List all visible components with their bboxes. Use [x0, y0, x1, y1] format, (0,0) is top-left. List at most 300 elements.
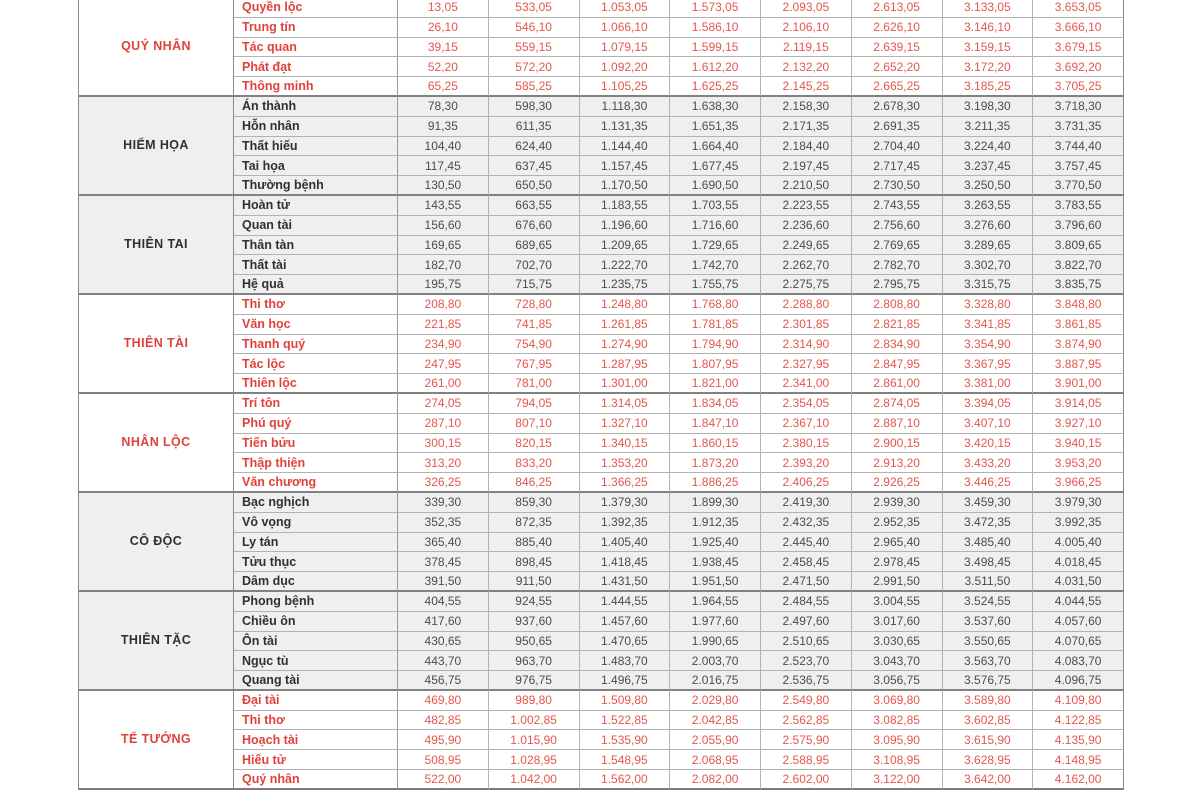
- value-cell: 2.652,20: [852, 57, 943, 77]
- value-cell: 3.653,05: [1033, 0, 1124, 18]
- value-cell: 3.589,80: [943, 691, 1034, 711]
- value-cell: 1.144,40: [580, 137, 671, 157]
- value-cell: 976,75: [489, 671, 580, 691]
- row-label-cell: Thi thơ: [234, 295, 398, 315]
- row-label-cell: Thất hiếu: [234, 137, 398, 157]
- value-cell: 963,70: [489, 651, 580, 671]
- row-label-cell: Dâm dục: [234, 572, 398, 592]
- value-cell: 4.135,90: [1033, 730, 1124, 750]
- value-cell: 365,40: [398, 533, 489, 553]
- value-cell: 3.861,85: [1033, 315, 1124, 335]
- value-cell: 2.900,15: [852, 434, 943, 454]
- value-cell: 533,05: [489, 0, 580, 18]
- value-cell: 1.755,75: [670, 275, 761, 295]
- value-cell: 1.418,45: [580, 552, 671, 572]
- value-cell: 39,15: [398, 38, 489, 58]
- value-cell: 1.703,55: [670, 196, 761, 216]
- value-cell: 2.795,75: [852, 275, 943, 295]
- value-cell: 2.055,90: [670, 730, 761, 750]
- value-cell: 208,80: [398, 295, 489, 315]
- row-label-cell: Thất tài: [234, 255, 398, 275]
- value-cell: 156,60: [398, 216, 489, 236]
- value-cell: 3.302,70: [943, 255, 1034, 275]
- value-cell: 3.809,65: [1033, 236, 1124, 256]
- value-cell: 65,25: [398, 77, 489, 97]
- value-cell: 4.070,65: [1033, 632, 1124, 652]
- value-cell: 637,45: [489, 156, 580, 176]
- value-cell: 182,70: [398, 255, 489, 275]
- value-cell: 2.419,30: [761, 493, 852, 513]
- row-label-cell: Thi thơ: [234, 711, 398, 731]
- value-cell: 2.042,85: [670, 711, 761, 731]
- value-cell: 1.638,30: [670, 97, 761, 117]
- value-cell: 4.109,80: [1033, 691, 1124, 711]
- group-name-cell: THIÊN TÀI: [79, 295, 234, 394]
- row-label-cell: Thập thiện: [234, 453, 398, 473]
- value-cell: 3.133,05: [943, 0, 1034, 18]
- value-cell: 3.901,00: [1033, 374, 1124, 394]
- value-cell: 3.979,30: [1033, 493, 1124, 513]
- value-cell: 2.808,80: [852, 295, 943, 315]
- value-cell: 2.171,35: [761, 117, 852, 137]
- value-cell: 4.031,50: [1033, 572, 1124, 592]
- value-cell: 26,10: [398, 18, 489, 38]
- value-cell: 833,20: [489, 453, 580, 473]
- value-cell: 585,25: [489, 77, 580, 97]
- value-cell: 950,65: [489, 632, 580, 652]
- value-cell: 2.691,35: [852, 117, 943, 137]
- value-cell: 1.483,70: [580, 651, 671, 671]
- row-label-cell: Bạc nghịch: [234, 493, 398, 513]
- value-cell: 1.977,60: [670, 612, 761, 632]
- value-cell: 1.925,40: [670, 533, 761, 553]
- value-cell: 3.394,05: [943, 394, 1034, 414]
- value-cell: 2.016,75: [670, 671, 761, 691]
- value-cell: 3.744,40: [1033, 137, 1124, 157]
- value-cell: 624,40: [489, 137, 580, 157]
- value-cell: 3.198,30: [943, 97, 1034, 117]
- value-cell: 4.057,60: [1033, 612, 1124, 632]
- value-cell: 728,80: [489, 295, 580, 315]
- value-cell: 3.822,70: [1033, 255, 1124, 275]
- value-cell: 2.730,50: [852, 176, 943, 196]
- value-cell: 1.847,10: [670, 414, 761, 434]
- value-cell: 1.170,50: [580, 176, 671, 196]
- value-cell: 2.782,70: [852, 255, 943, 275]
- value-cell: 117,45: [398, 156, 489, 176]
- value-cell: 1.821,00: [670, 374, 761, 394]
- value-cell: 1.222,70: [580, 255, 671, 275]
- value-cell: 3.576,75: [943, 671, 1034, 691]
- value-cell: 2.978,45: [852, 552, 943, 572]
- group-name-cell: CÔ ĐỘC: [79, 493, 234, 592]
- value-cell: 1.157,45: [580, 156, 671, 176]
- value-cell: 1.990,65: [670, 632, 761, 652]
- value-cell: 2.068,95: [670, 750, 761, 770]
- value-cell: 767,95: [489, 354, 580, 374]
- value-cell: 3.705,25: [1033, 77, 1124, 97]
- value-cell: 3.263,55: [943, 196, 1034, 216]
- value-cell: 2.887,10: [852, 414, 943, 434]
- value-cell: 3.341,85: [943, 315, 1034, 335]
- row-label-cell: Tai họa: [234, 156, 398, 176]
- value-cell: 2.704,40: [852, 137, 943, 157]
- value-cell: 1.562,00: [580, 770, 671, 790]
- value-cell: 2.249,65: [761, 236, 852, 256]
- value-cell: 3.433,20: [943, 453, 1034, 473]
- value-cell: 313,20: [398, 453, 489, 473]
- value-cell: 2.613,05: [852, 0, 943, 18]
- value-cell: 3.537,60: [943, 612, 1034, 632]
- group-name-cell: TỂ TƯỚNG: [79, 691, 234, 790]
- row-label-cell: Quý nhân: [234, 770, 398, 790]
- value-cell: 2.639,15: [852, 38, 943, 58]
- value-cell: 2.327,95: [761, 354, 852, 374]
- value-cell: 715,75: [489, 275, 580, 295]
- value-cell: 1.677,45: [670, 156, 761, 176]
- value-cell: 482,85: [398, 711, 489, 731]
- value-cell: 1.066,10: [580, 18, 671, 38]
- value-cell: 2.432,35: [761, 513, 852, 533]
- value-cell: 2.184,40: [761, 137, 852, 157]
- value-cell: 754,90: [489, 335, 580, 355]
- value-cell: 898,45: [489, 552, 580, 572]
- value-cell: 1.860,15: [670, 434, 761, 454]
- value-cell: 781,00: [489, 374, 580, 394]
- value-cell: 846,25: [489, 473, 580, 493]
- row-label-cell: Tửu thục: [234, 552, 398, 572]
- value-cell: 2.029,80: [670, 691, 761, 711]
- value-cell: 2.354,05: [761, 394, 852, 414]
- value-cell: 1.274,90: [580, 335, 671, 355]
- value-cell: 1.470,65: [580, 632, 671, 652]
- value-cell: 3.381,00: [943, 374, 1034, 394]
- value-cell: 3.498,45: [943, 552, 1034, 572]
- value-cell: 3.642,00: [943, 770, 1034, 790]
- value-cell: 3.992,35: [1033, 513, 1124, 533]
- value-cell: 3.056,75: [852, 671, 943, 691]
- value-cell: 1.496,75: [580, 671, 671, 691]
- value-cell: 2.562,85: [761, 711, 852, 731]
- value-cell: 4.122,85: [1033, 711, 1124, 731]
- value-cell: 1.586,10: [670, 18, 761, 38]
- value-cell: 3.953,20: [1033, 453, 1124, 473]
- value-cell: 3.172,20: [943, 57, 1034, 77]
- value-cell: 1.015,90: [489, 730, 580, 750]
- value-cell: 2.523,70: [761, 651, 852, 671]
- value-cell: 1.886,25: [670, 473, 761, 493]
- value-cell: 130,50: [398, 176, 489, 196]
- value-cell: 3.185,25: [943, 77, 1034, 97]
- value-cell: 3.770,50: [1033, 176, 1124, 196]
- value-cell: 221,85: [398, 315, 489, 335]
- value-cell: 391,50: [398, 572, 489, 592]
- value-cell: 4.096,75: [1033, 671, 1124, 691]
- value-cell: 3.679,15: [1033, 38, 1124, 58]
- value-cell: 2.288,80: [761, 295, 852, 315]
- value-cell: 1.457,60: [580, 612, 671, 632]
- value-cell: 2.445,40: [761, 533, 852, 553]
- row-label-cell: Trí tôn: [234, 394, 398, 414]
- row-label-cell: Thân tàn: [234, 236, 398, 256]
- value-cell: 3.004,55: [852, 592, 943, 612]
- value-cell: 3.757,45: [1033, 156, 1124, 176]
- value-cell: 2.301,85: [761, 315, 852, 335]
- value-cell: 2.106,10: [761, 18, 852, 38]
- row-label-cell: Hiếu tử: [234, 750, 398, 770]
- value-cell: 2.314,90: [761, 335, 852, 355]
- value-cell: 1.651,35: [670, 117, 761, 137]
- row-label-cell: Văn học: [234, 315, 398, 335]
- value-cell: 3.914,05: [1033, 394, 1124, 414]
- value-cell: 1.548,95: [580, 750, 671, 770]
- value-cell: 52,20: [398, 57, 489, 77]
- value-cell: 4.018,45: [1033, 552, 1124, 572]
- value-cell: 2.093,05: [761, 0, 852, 18]
- value-cell: 1.964,55: [670, 592, 761, 612]
- value-cell: 1.781,85: [670, 315, 761, 335]
- value-cell: 326,25: [398, 473, 489, 493]
- value-cell: 2.678,30: [852, 97, 943, 117]
- value-cell: 508,95: [398, 750, 489, 770]
- row-label-cell: Vô vọng: [234, 513, 398, 533]
- value-cell: 572,20: [489, 57, 580, 77]
- value-cell: 1.768,80: [670, 295, 761, 315]
- value-cell: 820,15: [489, 434, 580, 454]
- row-label-cell: Ly tán: [234, 533, 398, 553]
- value-cell: 1.509,80: [580, 691, 671, 711]
- value-cell: 598,30: [489, 97, 580, 117]
- value-cell: 1.092,20: [580, 57, 671, 77]
- value-cell: 741,85: [489, 315, 580, 335]
- value-cell: 1.196,60: [580, 216, 671, 236]
- value-cell: 443,70: [398, 651, 489, 671]
- value-cell: 3.887,95: [1033, 354, 1124, 374]
- value-cell: 2.003,70: [670, 651, 761, 671]
- value-cell: 1.535,90: [580, 730, 671, 750]
- value-cell: 3.718,30: [1033, 97, 1124, 117]
- value-cell: 2.484,55: [761, 592, 852, 612]
- value-cell: 2.861,00: [852, 374, 943, 394]
- value-cell: 3.563,70: [943, 651, 1034, 671]
- value-cell: 1.079,15: [580, 38, 671, 58]
- value-cell: 2.119,15: [761, 38, 852, 58]
- value-cell: 1.209,65: [580, 236, 671, 256]
- value-cell: 1.379,30: [580, 493, 671, 513]
- value-cell: 1.690,50: [670, 176, 761, 196]
- row-label-cell: Phú quý: [234, 414, 398, 434]
- value-cell: 2.769,65: [852, 236, 943, 256]
- value-cell: 3.485,40: [943, 533, 1034, 553]
- value-cell: 1.431,50: [580, 572, 671, 592]
- value-cell: 3.446,25: [943, 473, 1034, 493]
- value-cell: 1.314,05: [580, 394, 671, 414]
- value-cell: 1.248,80: [580, 295, 671, 315]
- group-name-cell: QUÝ NHÂN: [79, 0, 234, 97]
- value-cell: 1.834,05: [670, 394, 761, 414]
- value-cell: 91,35: [398, 117, 489, 137]
- value-cell: 1.899,30: [670, 493, 761, 513]
- value-cell: 3.628,95: [943, 750, 1034, 770]
- row-label-cell: Ngục tù: [234, 651, 398, 671]
- value-cell: 378,45: [398, 552, 489, 572]
- value-cell: 300,15: [398, 434, 489, 454]
- value-cell: 3.328,80: [943, 295, 1034, 315]
- value-cell: 2.847,95: [852, 354, 943, 374]
- value-cell: 3.289,65: [943, 236, 1034, 256]
- row-label-cell: Ôn tài: [234, 632, 398, 652]
- value-cell: 3.602,85: [943, 711, 1034, 731]
- value-cell: 611,35: [489, 117, 580, 137]
- row-label-cell: Hoàn tử: [234, 196, 398, 216]
- value-cell: 2.991,50: [852, 572, 943, 592]
- value-cell: 559,15: [489, 38, 580, 58]
- value-cell: 2.874,05: [852, 394, 943, 414]
- value-cell: 3.146,10: [943, 18, 1034, 38]
- value-cell: 4.148,95: [1033, 750, 1124, 770]
- value-cell: 1.287,95: [580, 354, 671, 374]
- value-cell: 3.082,85: [852, 711, 943, 731]
- value-cell: 885,40: [489, 533, 580, 553]
- value-cell: 143,55: [398, 196, 489, 216]
- value-cell: 2.236,60: [761, 216, 852, 236]
- value-cell: 2.588,95: [761, 750, 852, 770]
- row-label-cell: Tác lộc: [234, 354, 398, 374]
- value-cell: 1.105,25: [580, 77, 671, 97]
- value-cell: 1.183,55: [580, 196, 671, 216]
- value-cell: 3.835,75: [1033, 275, 1124, 295]
- value-cell: 676,60: [489, 216, 580, 236]
- value-cell: 1.794,90: [670, 335, 761, 355]
- row-label-cell: Phát đạt: [234, 57, 398, 77]
- row-label-cell: Thiên lộc: [234, 374, 398, 394]
- value-cell: 287,10: [398, 414, 489, 434]
- value-cell: 2.458,45: [761, 552, 852, 572]
- row-label-cell: Thanh quý: [234, 335, 398, 355]
- value-cell: 234,90: [398, 335, 489, 355]
- value-cell: 3.940,15: [1033, 434, 1124, 454]
- value-cell: 352,35: [398, 513, 489, 533]
- value-cell: 1.366,25: [580, 473, 671, 493]
- value-cell: 3.731,35: [1033, 117, 1124, 137]
- value-cell: 3.069,80: [852, 691, 943, 711]
- value-cell: 1.118,30: [580, 97, 671, 117]
- value-cell: 2.549,80: [761, 691, 852, 711]
- value-cell: 2.471,50: [761, 572, 852, 592]
- value-cell: 2.926,25: [852, 473, 943, 493]
- value-cell: 78,30: [398, 97, 489, 117]
- row-label-cell: Văn chương: [234, 473, 398, 493]
- value-cell: 2.262,70: [761, 255, 852, 275]
- value-cell: 1.951,50: [670, 572, 761, 592]
- value-cell: 1.625,25: [670, 77, 761, 97]
- value-cell: 2.626,10: [852, 18, 943, 38]
- value-cell: 1.938,45: [670, 552, 761, 572]
- value-cell: 4.162,00: [1033, 770, 1124, 790]
- value-cell: 3.524,55: [943, 592, 1034, 612]
- value-cell: 169,65: [398, 236, 489, 256]
- value-cell: 3.237,45: [943, 156, 1034, 176]
- row-label-cell: Tác quan: [234, 38, 398, 58]
- value-cell: 3.796,60: [1033, 216, 1124, 236]
- value-cell: 937,60: [489, 612, 580, 632]
- value-cell: 1.327,10: [580, 414, 671, 434]
- value-cell: 3.511,50: [943, 572, 1034, 592]
- value-cell: 522,00: [398, 770, 489, 790]
- value-cell: 989,80: [489, 691, 580, 711]
- value-cell: 2.575,90: [761, 730, 852, 750]
- value-cell: 3.250,50: [943, 176, 1034, 196]
- value-cell: 430,65: [398, 632, 489, 652]
- value-cell: 3.315,75: [943, 275, 1034, 295]
- value-cell: 4.005,40: [1033, 533, 1124, 553]
- value-cell: 2.082,00: [670, 770, 761, 790]
- value-cell: 1.444,55: [580, 592, 671, 612]
- value-cell: 2.158,30: [761, 97, 852, 117]
- value-cell: 2.952,35: [852, 513, 943, 533]
- value-cell: 2.341,00: [761, 374, 852, 394]
- value-cell: 3.927,10: [1033, 414, 1124, 434]
- value-cell: 2.913,20: [852, 453, 943, 473]
- row-label-cell: Đại tài: [234, 691, 398, 711]
- value-cell: 3.692,20: [1033, 57, 1124, 77]
- value-cell: 1.599,15: [670, 38, 761, 58]
- value-cell: 807,10: [489, 414, 580, 434]
- value-cell: 3.211,35: [943, 117, 1034, 137]
- value-cell: 2.132,20: [761, 57, 852, 77]
- value-cell: 546,10: [489, 18, 580, 38]
- group-name-cell: NHÂN LỘC: [79, 394, 234, 493]
- value-cell: 4.083,70: [1033, 651, 1124, 671]
- value-cell: 3.367,95: [943, 354, 1034, 374]
- row-label-cell: Tiến bửu: [234, 434, 398, 454]
- value-cell: 2.367,10: [761, 414, 852, 434]
- value-cell: 1.235,75: [580, 275, 671, 295]
- value-cell: 1.301,00: [580, 374, 671, 394]
- group-name-cell: THIÊN TẶC: [79, 592, 234, 691]
- value-cell: 4.044,55: [1033, 592, 1124, 612]
- row-label-cell: Quan tài: [234, 216, 398, 236]
- value-cell: 2.210,50: [761, 176, 852, 196]
- value-cell: 339,30: [398, 493, 489, 513]
- value-cell: 911,50: [489, 572, 580, 592]
- value-cell: 1.405,40: [580, 533, 671, 553]
- value-cell: 3.030,65: [852, 632, 943, 652]
- value-cell: 1.042,00: [489, 770, 580, 790]
- value-cell: 1.716,60: [670, 216, 761, 236]
- value-cell: 2.717,45: [852, 156, 943, 176]
- value-cell: 2.939,30: [852, 493, 943, 513]
- value-cell: 3.407,10: [943, 414, 1034, 434]
- value-cell: 2.223,55: [761, 196, 852, 216]
- value-cell: 3.966,25: [1033, 473, 1124, 493]
- value-cell: 1.742,70: [670, 255, 761, 275]
- value-cell: 261,00: [398, 374, 489, 394]
- row-label-cell: Trung tín: [234, 18, 398, 38]
- row-label-cell: Hoạch tài: [234, 730, 398, 750]
- loban-ruler-table: [78, 0, 1124, 790]
- value-cell: 3.043,70: [852, 651, 943, 671]
- value-cell: 456,75: [398, 671, 489, 691]
- value-cell: 3.874,90: [1033, 335, 1124, 355]
- value-cell: 3.159,15: [943, 38, 1034, 58]
- value-cell: 702,70: [489, 255, 580, 275]
- value-cell: 1.807,95: [670, 354, 761, 374]
- value-cell: 859,30: [489, 493, 580, 513]
- value-cell: 3.017,60: [852, 612, 943, 632]
- value-cell: 3.615,90: [943, 730, 1034, 750]
- group-name-cell: HIỂM HỌA: [79, 97, 234, 196]
